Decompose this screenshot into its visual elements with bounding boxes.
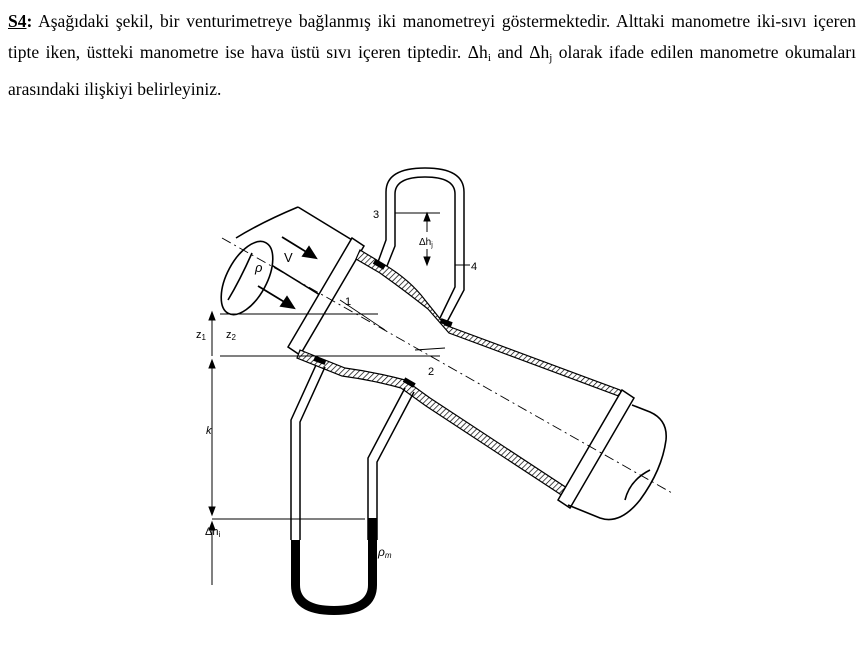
upper-dimension (395, 213, 470, 265)
problem-label: S4: (8, 11, 33, 31)
label-delta-hi: Δhi (205, 526, 221, 539)
label-tap-4: 4 (471, 261, 478, 273)
delta-hi-symbol: $\Delta h_i$ (467, 42, 491, 64)
label-k: k (206, 425, 212, 437)
and-word: and (490, 42, 530, 62)
inlet-flange (288, 238, 364, 355)
label-z2: z2 (226, 329, 236, 342)
venturi-wall-upper (356, 250, 624, 398)
problem-statement (8, 6, 856, 105)
problem-text-part2: olarak ifade edilen manometre okumaları arasındaki ilişkiyi belirleyiniz. (8, 42, 856, 99)
manometer-fluid (291, 518, 377, 615)
label-rho: ρ (255, 260, 263, 275)
outlet-flange (558, 390, 634, 508)
label-velocity: V (284, 250, 293, 265)
section-lines (212, 300, 445, 519)
lower-manometer (291, 365, 414, 540)
label-section-2: 2 (428, 366, 435, 378)
label-tap-3: 3 (373, 209, 380, 221)
label-rho-m: ρm (378, 545, 392, 560)
label-section-1: 1 (345, 296, 352, 308)
problem-text-part1: Aşağıdaki şekil, bir venturimetreye bağlanmış iki manometreyi göstermektedir. Alttaki manometre iki-sıvı içeren tipte iken, üstteki manometre ise hava üstü sıvı içeren tiptedir. (8, 11, 856, 62)
label-delta-hj: $\Delta h_j$ (419, 237, 433, 249)
dimension-lines (209, 312, 215, 585)
venturimeter-diagram (0, 120, 862, 641)
venturimeter-figure (0, 120, 862, 641)
label-z1: z1 (196, 329, 206, 342)
delta-hj-symbol: $\Delta h_j$ (529, 42, 553, 64)
